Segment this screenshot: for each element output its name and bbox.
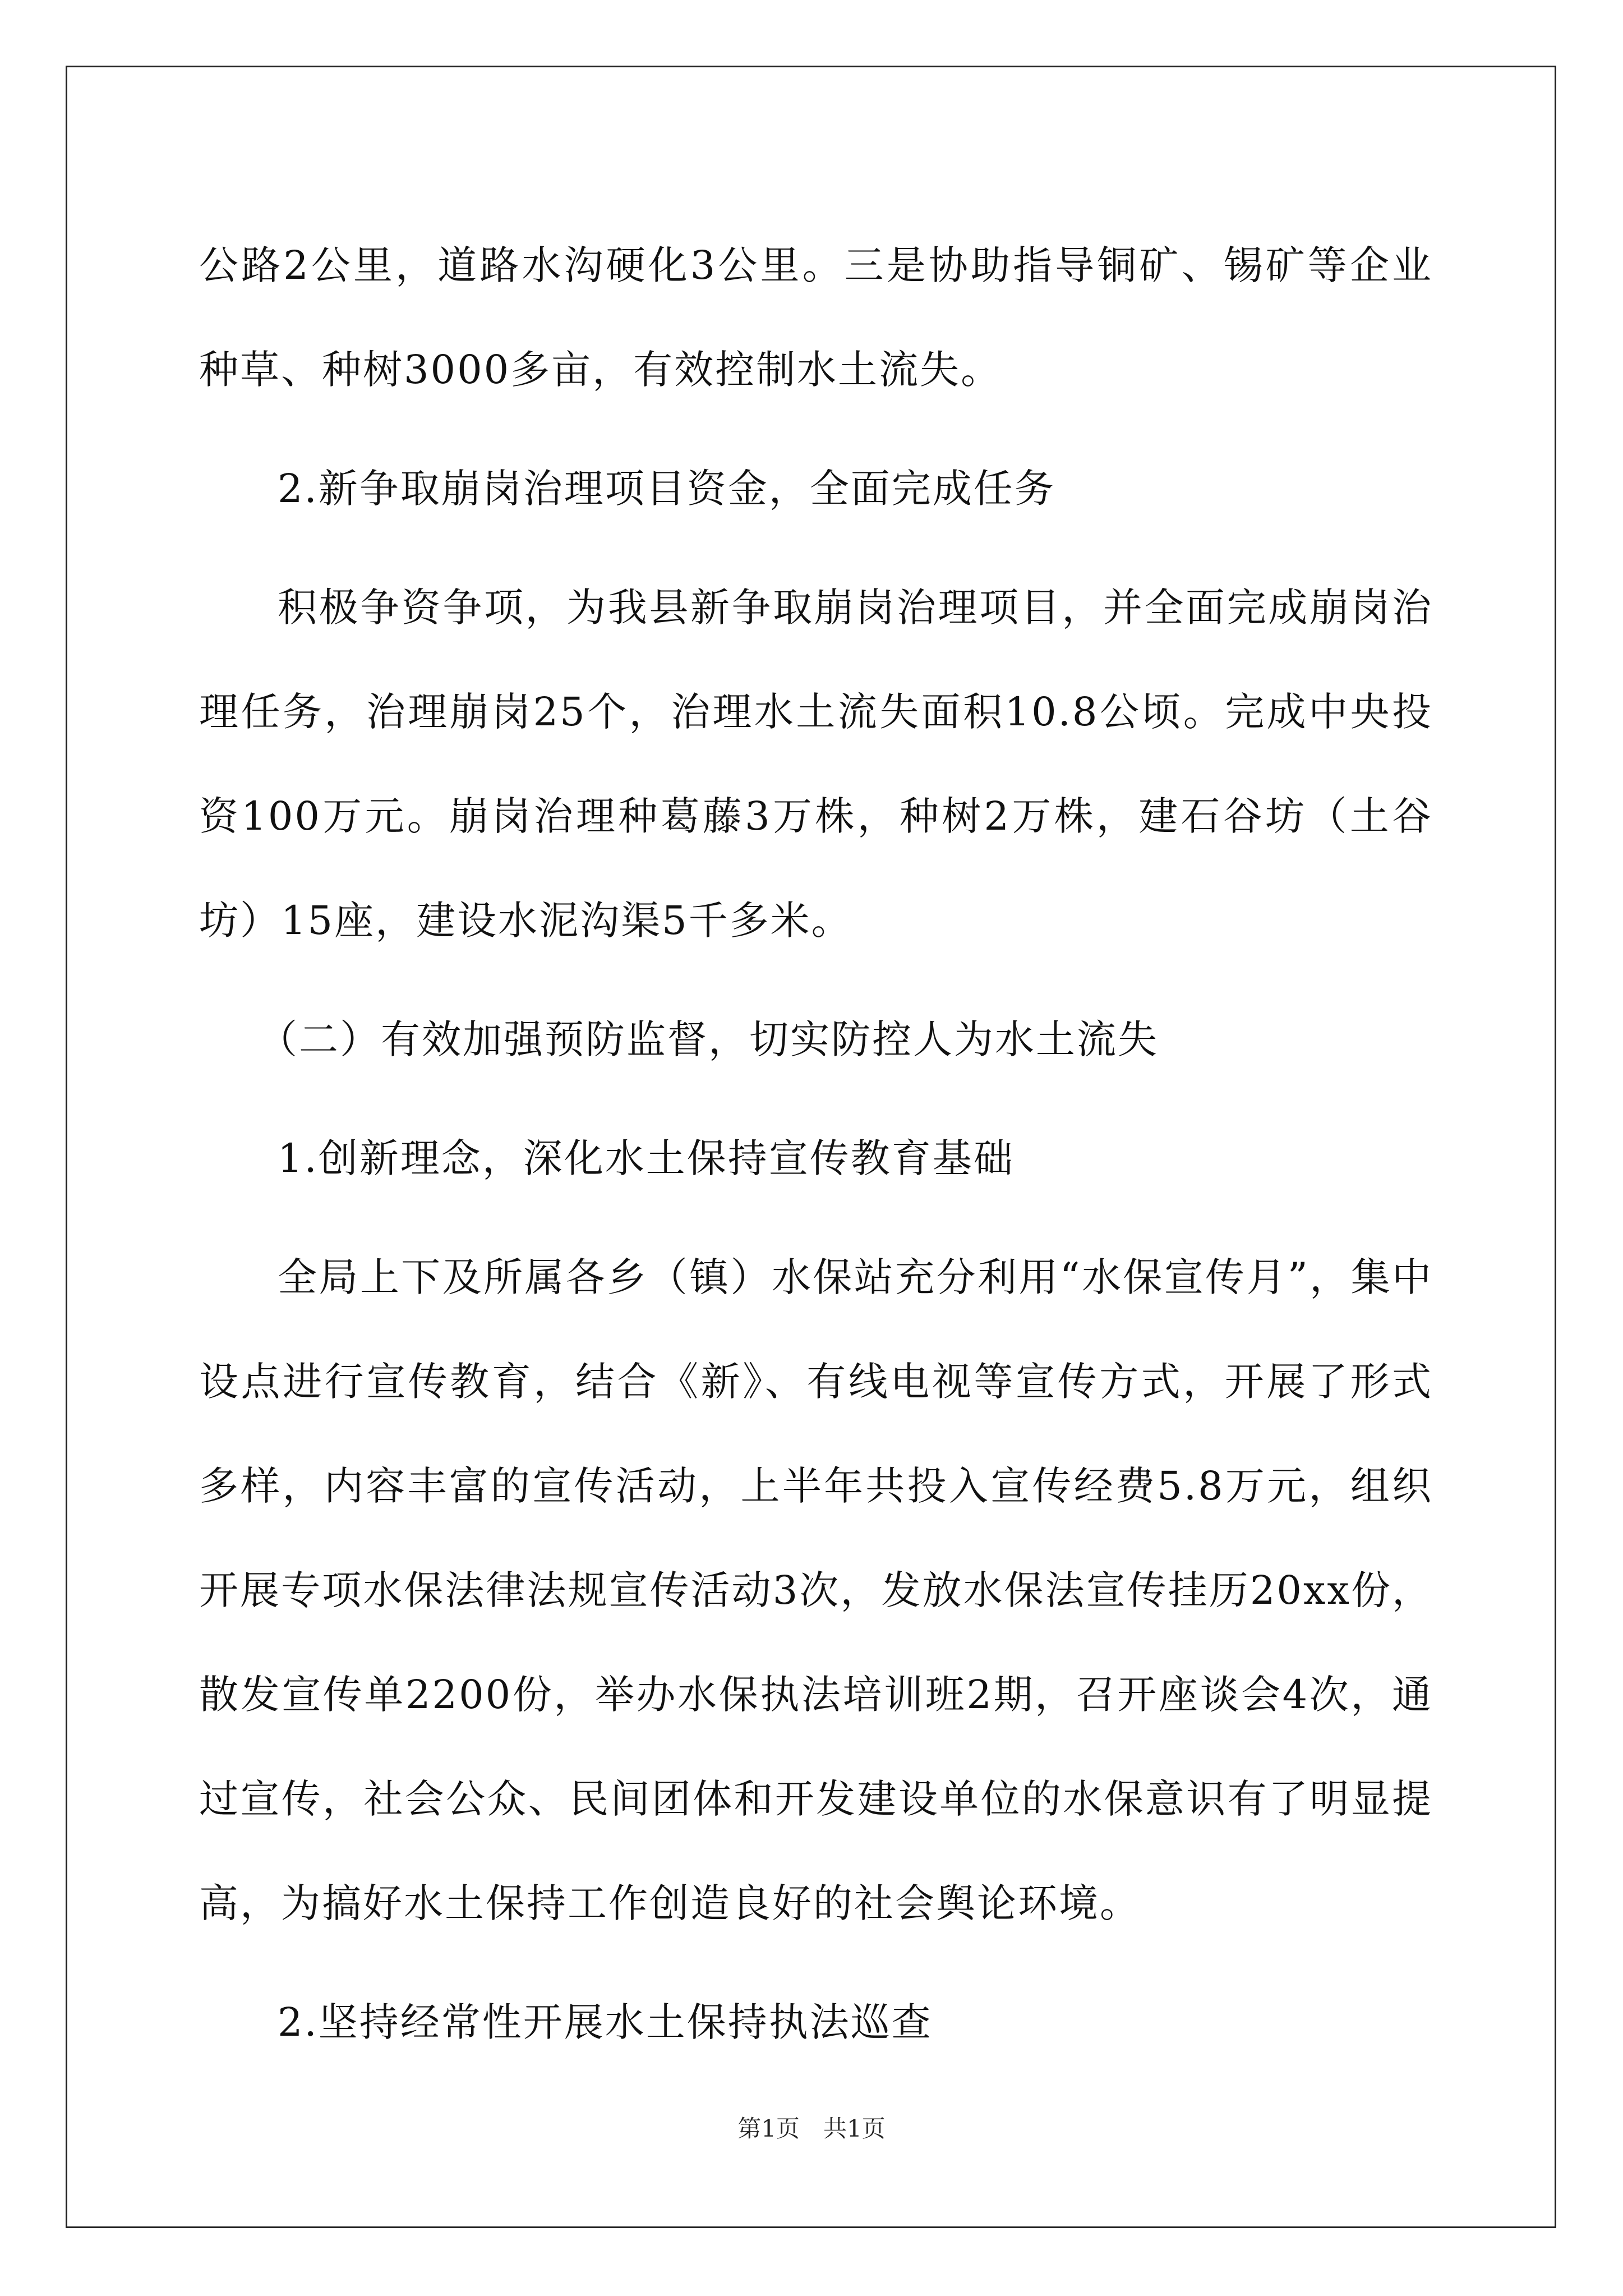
paragraph-publicity: 全局上下及所属各乡（镇）水保站充分利用“水保宣传月”，集中设点进行宣传教育，结合《新》、有线电视等宣传方式，开展了形式多样，内容丰富的宣传活动，上半年共投入宣传经费5.8万元，组织开展专项水保法律法规宣传活动3次，发放水保法宣传挂历20xx份，散发宣传单2200份，举办水保执法培训班2期，召开座谈会4次，通过宣传，社会公众、民间团体和开发建设单位的水保意识有了明显提高，为搞好水土保持工作创造良好的社会舆论环境。 bbox=[199, 1254, 1433, 1926]
section-heading-patrol: 2.坚持经常性开展水土保持执法巡查 bbox=[278, 1999, 933, 2045]
section-heading-prevention: （二）有效加强预防监督，切实防控人为水土流失 bbox=[258, 1016, 1159, 1062]
section-heading-2: 2.新争取崩岗治理项目资金，全面完成任务 bbox=[278, 466, 1055, 512]
section-heading-1: 1.创新理念，深化水土保持宣传教育基础 bbox=[278, 1135, 1015, 1181]
page-number-footer: 第1页 共1页 bbox=[737, 2115, 886, 2142]
paragraph-continuation: 公路2公里，道路水沟硬化3公里。三是协助指导铜矿、锡矿等企业种草、种树3000多亩，有效控制水土流失。 bbox=[199, 242, 1433, 393]
document-body bbox=[199, 213, 1433, 2089]
paragraph-gangyan-project: 积极争资争项，为我县新争取崩岗治理项目，并全面完成崩岗治理任务，治理崩岗25个，治理水土流失面积10.8公顷。完成中央投资100万元。崩岗治理种葛藤3万株，种树2万株，建石谷坊（土谷坊）15座，建设水泥沟渠5千多米。 bbox=[199, 585, 1433, 944]
